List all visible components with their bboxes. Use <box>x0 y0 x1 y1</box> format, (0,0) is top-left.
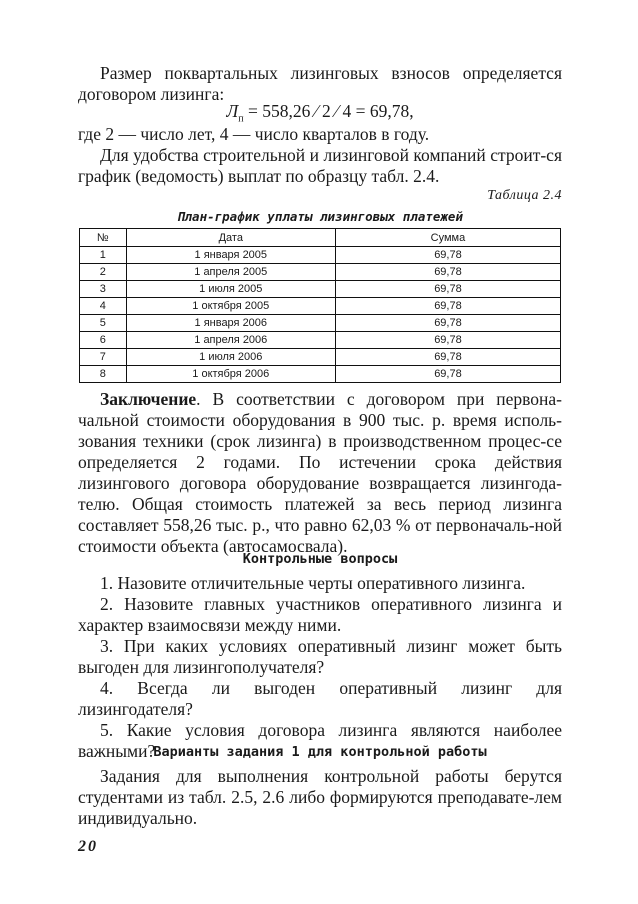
table-row <box>80 298 561 315</box>
header-sum: Сумма <box>335 229 560 247</box>
question-item: 5. Какие условия договора лизинга являются наиболее важными? <box>78 720 562 761</box>
table-row <box>80 281 561 298</box>
cell-number: 1 <box>80 247 127 264</box>
payment-schedule-table <box>79 228 561 383</box>
cell-date: 1 июля 2005 <box>126 281 335 298</box>
cell-date: 1 января 2006 <box>126 315 335 332</box>
cell-sum: 69,78 <box>335 281 560 298</box>
intro-paragraph: Размер поквартальных лизинговых взносов определяется договором лизинга: <box>78 63 562 104</box>
cell-sum: 69,78 <box>335 247 560 264</box>
question-item: 3. При каких условиях оперативный лизинг может быть выгоден для лизингополучателя? <box>78 636 562 677</box>
cell-date: 1 октября 2006 <box>126 366 335 383</box>
cell-sum: 69,78 <box>335 349 560 366</box>
intro-text-2 <box>78 124 562 187</box>
cell-sum: 69,78 <box>335 315 560 332</box>
conclusion-block <box>78 389 562 557</box>
cell-number: 8 <box>80 366 127 383</box>
cell-number: 4 <box>80 298 127 315</box>
conclusion-paragraph <box>78 389 562 557</box>
cell-number: 6 <box>80 332 127 349</box>
variants-block <box>78 766 562 829</box>
cell-date: 1 апреля 2006 <box>126 332 335 349</box>
questions-heading: Контрольные вопросы <box>242 551 398 567</box>
cell-date: 1 июля 2006 <box>126 349 335 366</box>
table-row <box>80 366 561 383</box>
schedule-paragraph: Для удобства строительной и лизинговой компаний строит-ся график (ведомость) выплат по образцу табл. 2.4. <box>78 145 562 186</box>
formula-explanation: где 2 — число лет, 4 — число кварталов в году. <box>78 124 430 144</box>
header-number: № <box>80 229 127 247</box>
cell-date: 1 апреля 2005 <box>126 264 335 281</box>
cell-date: 1 января 2005 <box>126 247 335 264</box>
header-date: Дата <box>126 229 335 247</box>
cell-number: 7 <box>80 349 127 366</box>
cell-sum: 69,78 <box>335 264 560 281</box>
cell-number: 2 <box>80 264 127 281</box>
table-row <box>80 332 561 349</box>
table-row <box>80 264 561 281</box>
cell-number: 3 <box>80 281 127 298</box>
conclusion-text: . В соответствии с договором при первона-чальной стоимости оборудования в 900 тыс. р. время исполь-зования техники (срок лизинга) в производственном процес-се определяется 2 годами. По истечении срока действия лизингового договора оборудование возвращается лизингода-телю. Общая стоимость платежей за весь период лизинга составляет 558,26 тыс. р., что равно 62,03 % от первоначаль-ной стоимости объекта (автосамосвала). <box>78 389 562 556</box>
table-caption: Таблица 2.4 <box>487 188 562 203</box>
variants-heading: Варианты задания 1 для контрольной работы <box>153 744 487 760</box>
page-number: 20 <box>78 838 98 855</box>
formula-subscript: п <box>238 113 244 125</box>
questions-list <box>78 573 562 762</box>
cell-number: 5 <box>80 315 127 332</box>
formula-symbol: Л <box>226 101 239 121</box>
table-header-row <box>80 229 561 247</box>
intro-text <box>78 63 562 105</box>
cell-sum: 69,78 <box>335 332 560 349</box>
table-row <box>80 247 561 264</box>
variants-paragraph: Задания для выполнения контрольной работы берутся студентами из табл. 2.5, 2.6 либо формируются преподавате-лем индивидуально. <box>78 766 562 828</box>
conclusion-label: Заключение <box>100 389 197 409</box>
cell-sum: 69,78 <box>335 366 560 383</box>
table-title: План-график уплаты лизинговых платежей <box>177 209 463 224</box>
question-item: 4. Всегда ли выгоден оперативный лизинг для лизингодателя? <box>78 678 562 719</box>
cell-date: 1 октября 2005 <box>126 298 335 315</box>
cell-sum: 69,78 <box>335 298 560 315</box>
formula-expression: = 558,26 ⁄ 2 ⁄ 4 = 69,78, <box>243 101 414 121</box>
question-item: 1. Назовите отличительные черты оперативного лизинга. <box>100 573 526 593</box>
question-item: 2. Назовите главных участников оперативного лизинга и характер взаимосвязи между ними. <box>78 594 562 635</box>
table-row <box>80 349 561 366</box>
table-row <box>80 315 561 332</box>
